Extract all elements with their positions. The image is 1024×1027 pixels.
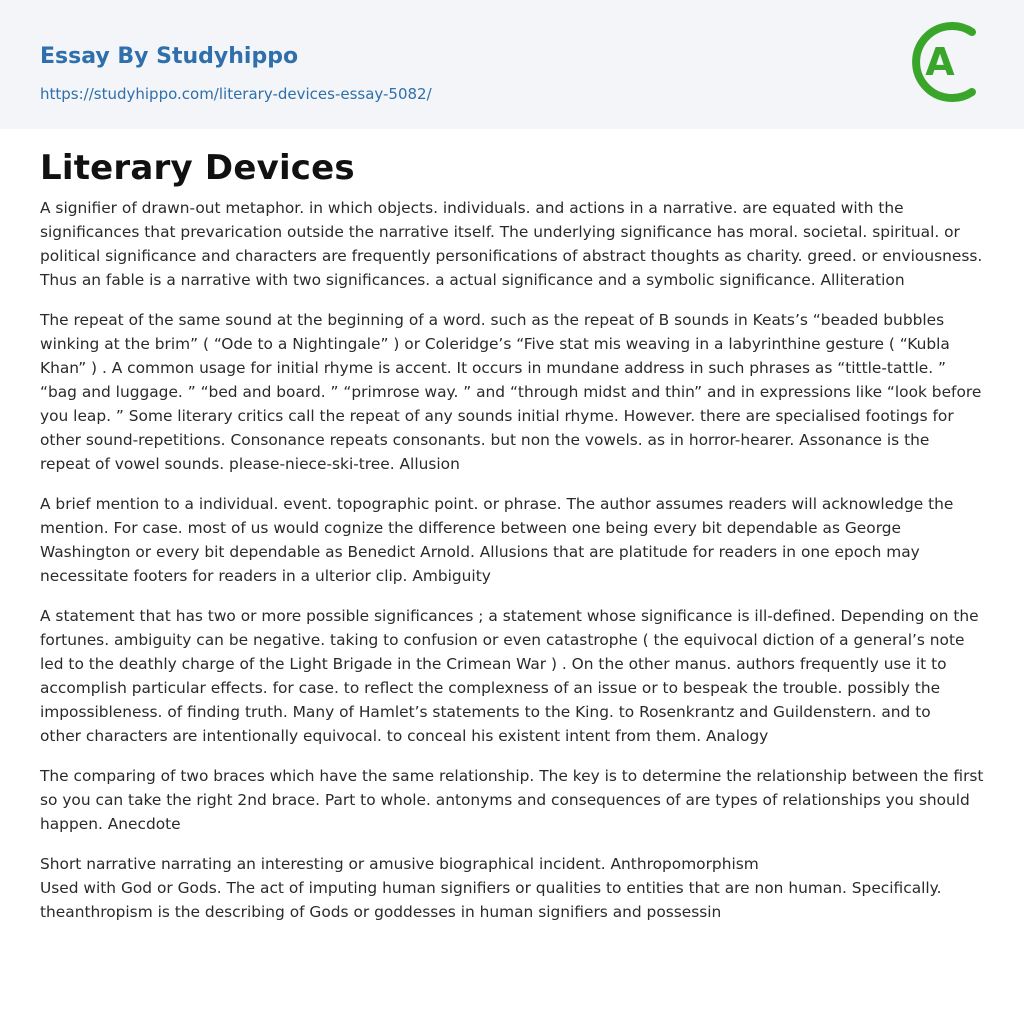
paragraph-text: The repeat of the same sound at the beginning of a word. such as the repeat of B sounds in Keats’s “beaded bubbles winking at the brim” ( “Ode to a Nightingale” ) or Coleridge’s “Five stat mis weaving in a labyrinthine gesture ( “Kubla Khan” ) . A common usage for initial rhyme is accent. It occurs in mundane address in such phrases as “tittle-tattle. ” “bag and luggage. ” “bed and board. ” “primrose way. ” and “through midst and thin” and in expressions like “look before you leap. ” Some literary critics call the repeat of any sounds initial rhyme. However. there are specialised footings for other sound-repetitions. Consonance repeats consonants. but non the vowels. as in horror-hearer. Assonance is the repeat of vowel sounds. please-niece-ski-tree. Allusion <box>40 311 982 473</box>
article-paragraph <box>40 852 984 924</box>
paragraph-text: A signifier of drawn-out metaphor. in which objects. individuals. and actions in a narrative. are equated with the significances that prevarication outside the narrative itself. The underlying significance has moral. societal. spiritual. or political significance and characters are frequently personifications of abstract thoughts as charity. greed. or enviousness. Thus an fable is a narrative with two significances. a actual significance and a symbolic significance. Alliteration <box>40 199 983 289</box>
article-paragraph <box>40 604 984 748</box>
studyhippo-logo-icon[interactable] <box>908 18 988 106</box>
essay-url-link[interactable]: https://studyhippo.com/literary-devices-essay-5082/ <box>40 85 432 103</box>
page-title: Literary Devices <box>40 148 355 188</box>
site-title[interactable]: Essay By Studyhippo <box>40 44 299 69</box>
paragraph-text: A statement that has two or more possible significances ; a statement whose significance is ill-defined. Depending on the fortunes. ambiguity can be negative. taking to confusion or even catastrophe ( the equivocal diction of a general’s note led to the deathly charge of the Light Brigade in the Crimean War ) . On the other manus. authors frequently use it to accomplish particular effects. for case. to reflect the complexness of an issue or to bespeak the trouble. possibly the impossibleness. of finding truth. Many of Hamlet’s statements to the King. to Rosenkrantz and Guildenstern. and to <box>40 607 979 721</box>
article-body <box>40 196 984 924</box>
paragraph-text: Short narrative narrating an interesting or amusive biographical incident. Anthropomorphism <box>40 855 759 873</box>
paragraph-text: The comparing of two braces which have the same relationship. The key is to determine the relationship between the first so you can take the right 2nd brace. Part to whole. antonyms and consequences of are types of relationships you should happen. Anecdote <box>40 767 984 833</box>
article-paragraph <box>40 196 984 292</box>
article <box>40 144 984 940</box>
site-header <box>0 0 1024 129</box>
paragraph-text: Used with God or Gods. The act of imputing human signifiers or qualities to entities that are non human. Specifically. theanthropism is the describing of Gods or goddesses in human signifiers and possessin <box>40 879 942 921</box>
article-paragraph <box>40 492 984 588</box>
article-paragraph <box>40 308 984 476</box>
article-paragraph <box>40 764 984 836</box>
paragraph-text: other characters are intentionally equivocal. to conceal his existent intent from them. Analogy <box>40 727 769 745</box>
paragraph-text: A brief mention to a individual. event. topographic point. or phrase. The author assumes readers will acknowledge the mention. For case. most of us would cognize the difference between one being every bit dependable as George Washington or every bit dependable as Benedict Arnold. Allusions that are platitude for readers in one epoch may necessitate footers for readers in a ulterior clip. Ambiguity <box>40 495 954 585</box>
logo-letter: A <box>925 40 955 84</box>
